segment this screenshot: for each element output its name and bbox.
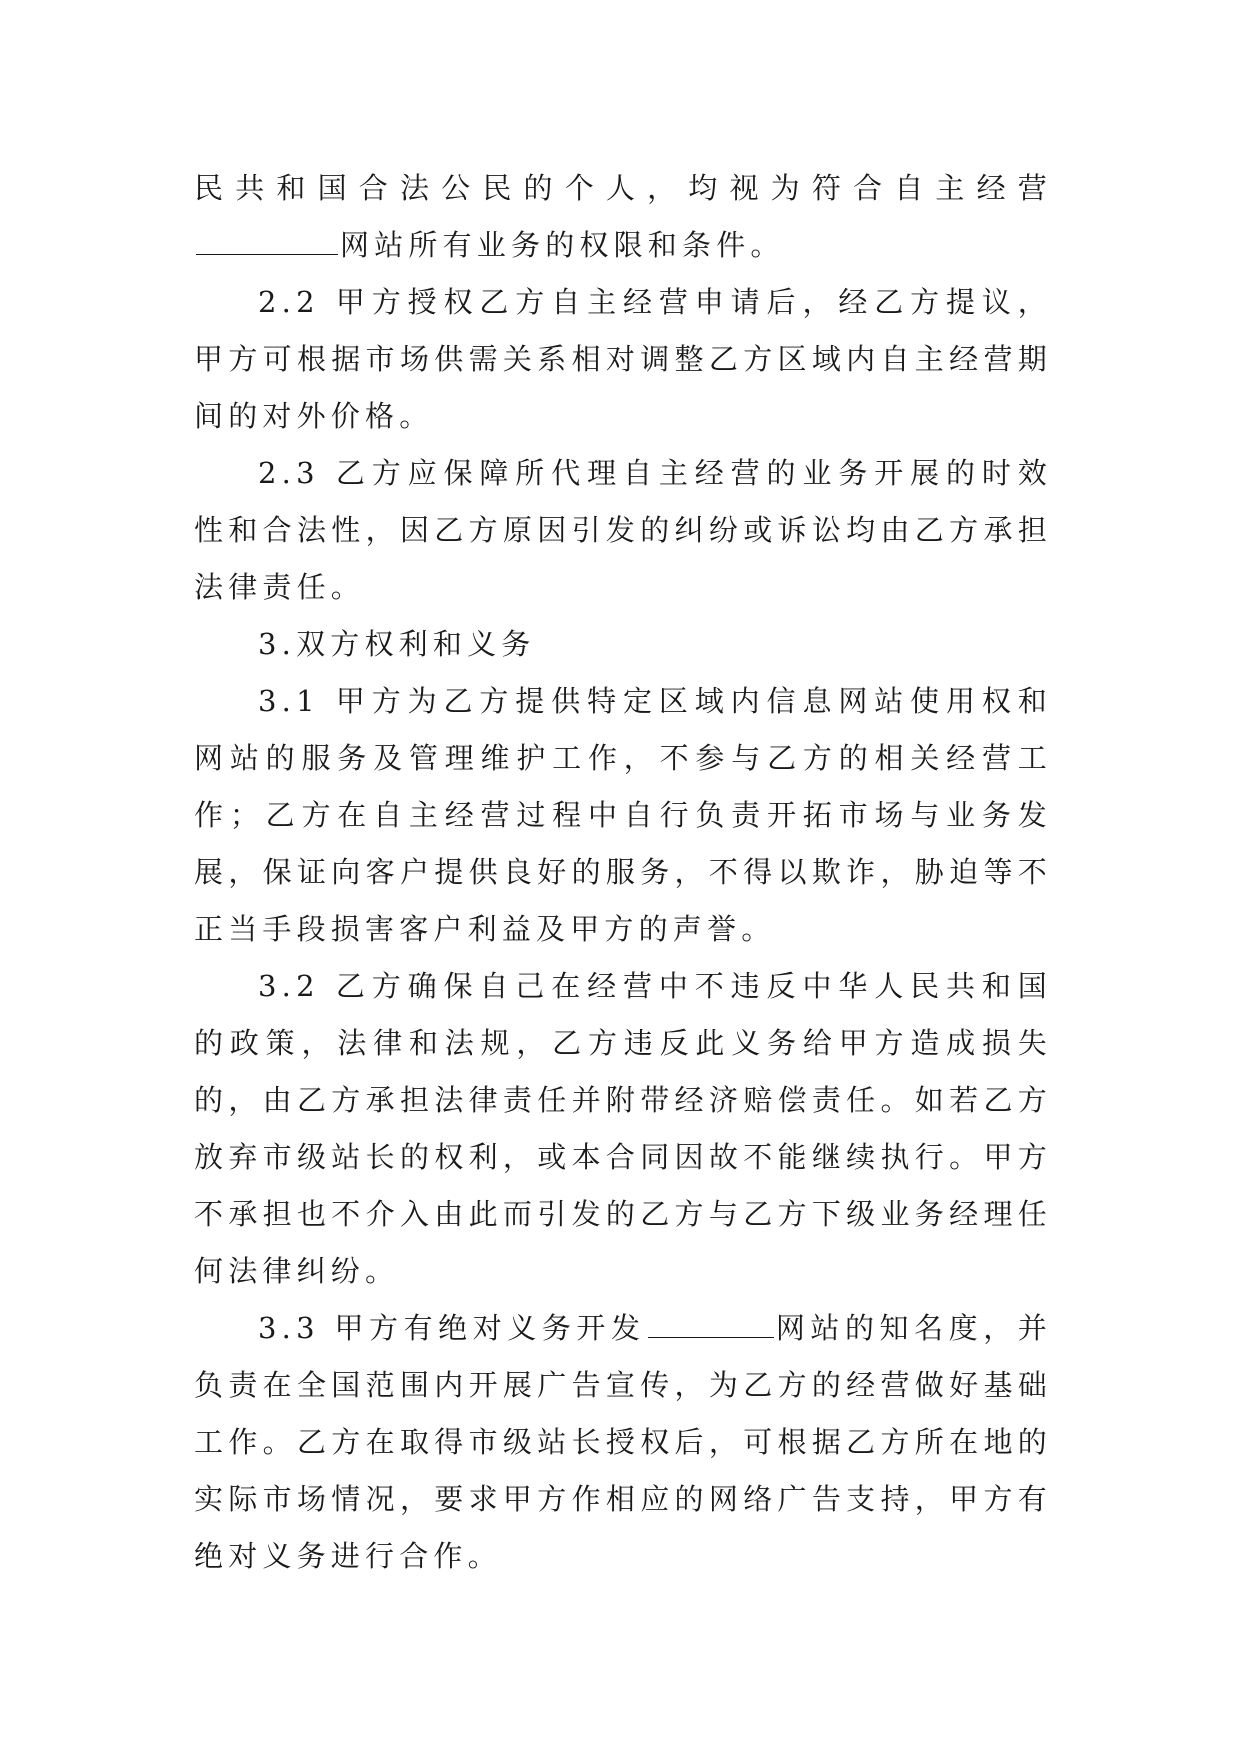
paragraph-text: 2.3 乙方应保障所代理自主经营的业务开展的时效性和合法性，因乙方原因引发的纠纷或诉讼均由乙方承担法律责任。 bbox=[194, 456, 1052, 604]
clause-2-2 bbox=[194, 274, 1052, 445]
paragraph-text: 2.2 甲方授权乙方自主经营申请后，经乙方提议，甲方可根据市场供需关系相对调整乙方区域内自主经营期间的对外价格。 bbox=[194, 285, 1052, 433]
document-body bbox=[194, 160, 1052, 1585]
section-heading-3 bbox=[194, 616, 1052, 673]
fill-in-blank bbox=[196, 234, 338, 255]
clause-3-3 bbox=[194, 1300, 1052, 1585]
paragraph-text: 网站的知名度，并负责在全国范围内开展广告宣传，为乙方的经营做好基础工作。乙方在取得市级站长授权后，可根据乙方所在地的实际市场情况，要求甲方作相应的网络广告支持，甲方有绝对义务进行合作。 bbox=[194, 1311, 1052, 1573]
section-heading-text: 3.双方权利和义务 bbox=[258, 627, 536, 661]
paragraph-text: 3.3 甲方有绝对义务开发 bbox=[258, 1311, 646, 1345]
clause-3-2 bbox=[194, 958, 1052, 1300]
paragraph-text: 3.1 甲方为乙方提供特定区域内信息网站使用权和网站的服务及管理维护工作，不参与乙方的相关经营工作；乙方在自主经营过程中自行负责开拓市场与业务发展，保证向客户提供良好的服务，不得以欺诈，胁迫等不正当手段损害客户利益及甲方的声誉。 bbox=[194, 684, 1052, 946]
clause-3-1 bbox=[194, 673, 1052, 958]
paragraph-text: 3.2 乙方确保自己在经营中不违反中华人民共和国的政策，法律和法规，乙方违反此义务给甲方造成损失的，由乙方承担法律责任并附带经济赔偿责任。如若乙方放弃市级站长的权利，或本合同因故不能继续执行。甲方不承担也不介入由此而引发的乙方与乙方下级业务经理任何法律纠纷。 bbox=[194, 969, 1052, 1288]
paragraph-eligibility-continuation bbox=[194, 160, 1052, 274]
paragraph-text: 网站所有业务的权限和条件。 bbox=[340, 228, 785, 262]
clause-2-3 bbox=[194, 445, 1052, 616]
fill-in-blank bbox=[648, 1317, 774, 1338]
paragraph-text: 民共和国合法公民的个人，均视为符合自主经营 bbox=[194, 171, 1052, 205]
